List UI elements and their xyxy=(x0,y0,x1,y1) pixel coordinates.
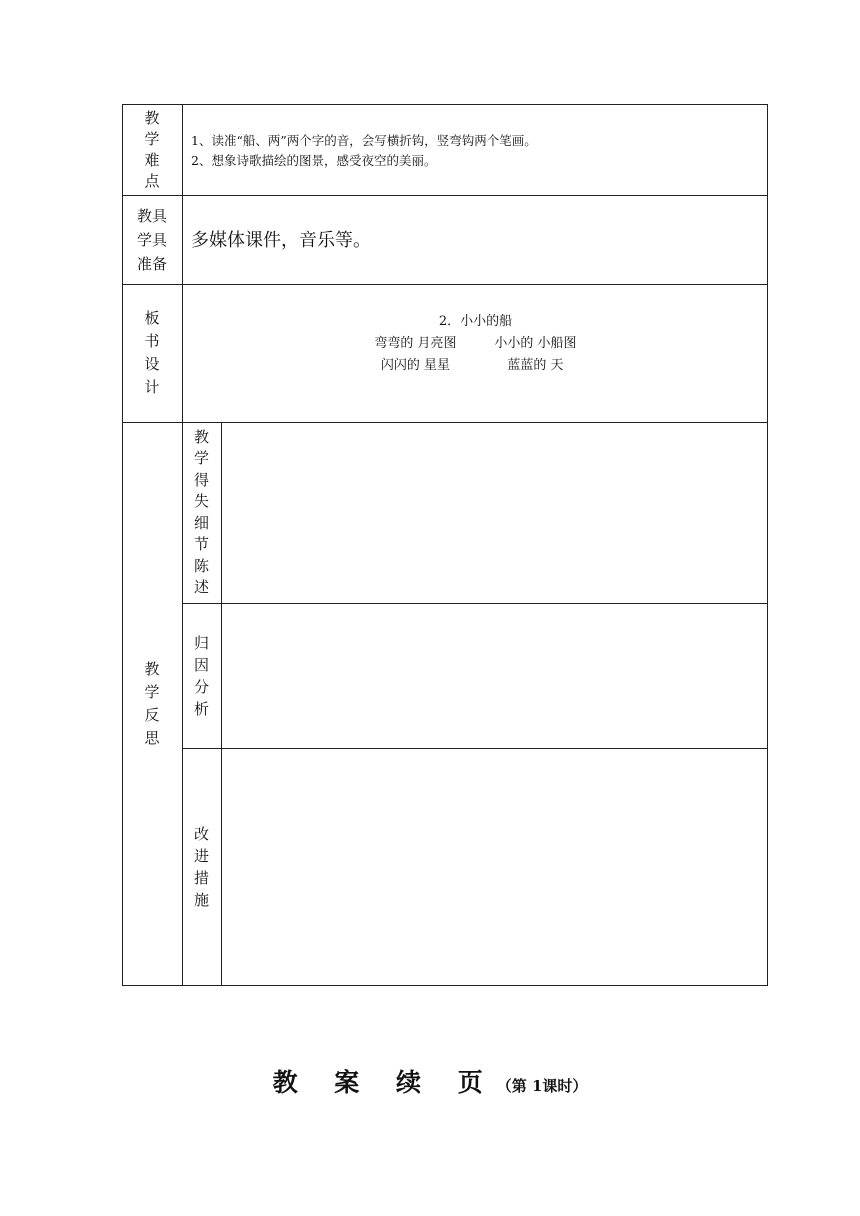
board-row xyxy=(183,355,768,377)
session-text: （第 1课时） xyxy=(496,1077,588,1095)
difficulty-line: 2、想象诗歌描绘的图景，感受夜空的美丽。 xyxy=(191,153,437,168)
label-char: 陈 xyxy=(193,556,209,575)
gains-losses-label xyxy=(182,422,221,603)
label-char: 教 xyxy=(144,108,160,127)
row-divider xyxy=(122,284,768,285)
label-char: 改 xyxy=(193,824,209,843)
label-text: 学具 xyxy=(136,230,167,249)
board-item: 小小的 小船图 xyxy=(494,336,577,351)
board-item: 闪闪的 星星 xyxy=(380,358,451,373)
label-char: 书 xyxy=(144,332,160,350)
label-char: 述 xyxy=(193,578,209,596)
label-char: 设 xyxy=(144,355,160,373)
label-char: 学 xyxy=(144,682,160,701)
label-char: 计 xyxy=(144,378,160,396)
table-border-right xyxy=(767,104,768,986)
label-char: 因 xyxy=(193,655,209,674)
board-title: 2．小小的船 xyxy=(438,314,513,329)
label-char: 节 xyxy=(193,535,209,553)
row-divider xyxy=(122,195,768,196)
gains-losses-content[interactable] xyxy=(222,423,767,603)
label-char: 进 xyxy=(193,846,209,865)
label-text: 准备 xyxy=(136,254,167,273)
improvement-label xyxy=(182,748,221,985)
difficulty-content xyxy=(191,131,537,171)
board-design-content xyxy=(183,311,768,377)
continuation-page-title xyxy=(0,1063,860,1099)
label-char: 教 xyxy=(144,659,160,678)
label-char: 析 xyxy=(193,699,209,718)
label-char: 措 xyxy=(193,868,209,887)
preparation-label xyxy=(122,195,182,284)
title-text: 教 案 续 页 xyxy=(272,1068,497,1097)
difficulty-label xyxy=(122,104,182,195)
board-design-label xyxy=(122,284,182,422)
label-text: 教具 xyxy=(136,206,167,225)
label-char: 难 xyxy=(144,150,160,169)
difficulty-line: 1、读准“船、两”两个字的音，会写横折钩，竖弯钩两个笔画。 xyxy=(191,133,537,148)
attribution-label xyxy=(182,603,221,748)
improvement-content[interactable] xyxy=(222,749,767,985)
label-char: 得 xyxy=(193,470,209,489)
label-char: 点 xyxy=(144,171,160,190)
label-char: 细 xyxy=(193,513,209,532)
label-char: 教 xyxy=(193,427,209,446)
label-char: 思 xyxy=(144,728,160,747)
reflection-label xyxy=(122,422,182,985)
label-char: 分 xyxy=(193,677,209,696)
table-border-bottom xyxy=(122,985,768,986)
label-char: 学 xyxy=(193,449,209,467)
label-char: 失 xyxy=(193,492,209,510)
preparation-content: 多媒体课件，音乐等。 xyxy=(191,230,371,251)
attribution-content[interactable] xyxy=(222,604,767,748)
label-char: 反 xyxy=(144,705,160,724)
label-char: 学 xyxy=(144,129,160,148)
board-row xyxy=(183,333,768,355)
board-item: 弯弯的 月亮图 xyxy=(374,336,457,351)
board-item: 蓝蓝的 天 xyxy=(507,358,564,373)
label-char: 施 xyxy=(193,890,209,909)
table-border-top xyxy=(122,104,768,105)
label-char: 归 xyxy=(193,633,209,652)
label-char: 板 xyxy=(144,309,160,327)
